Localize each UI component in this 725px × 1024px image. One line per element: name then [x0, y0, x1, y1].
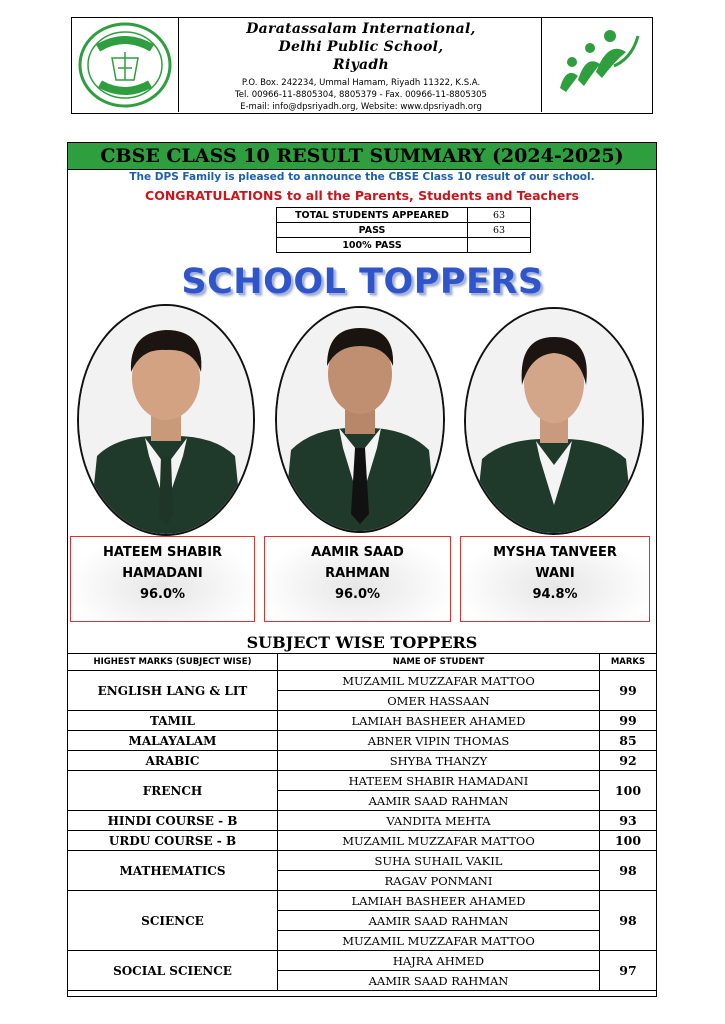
dps-logo	[72, 18, 179, 112]
student-name: MUZAMIL MUZZAFAR MATTOO	[278, 831, 600, 851]
topper-card-3	[460, 536, 650, 622]
subject-name: MATHEMATICS	[68, 851, 278, 891]
student-name: SHYBA THANZY	[278, 751, 600, 771]
topper-3-name-line2: WANI	[535, 566, 575, 581]
subject-marks: 99	[600, 671, 657, 711]
topper-2-score: 96.0%	[334, 587, 381, 602]
table-row	[68, 711, 657, 731]
subject-name: HINDI COURSE - B	[68, 811, 278, 831]
marks-column-header: MARKS	[600, 654, 657, 671]
pass-percent-label: 100% PASS	[277, 238, 468, 253]
school-name-line1: Daratassalam International,	[246, 21, 476, 37]
student-name: AAMIR SAAD RAHMAN	[278, 911, 600, 931]
subject-marks: 98	[600, 891, 657, 951]
student-name: ABNER VIPIN THOMAS	[278, 731, 600, 751]
subject-name: FRENCH	[68, 771, 278, 811]
table-header-row	[68, 654, 657, 671]
topper-2-name-line2: RAHMAN	[325, 566, 390, 581]
subject-marks: 100	[600, 771, 657, 811]
school-contact: E-mail: info@dpsriyadh.org, Website: www.dpsriyadh.org	[240, 102, 482, 112]
appeared-label: TOTAL STUDENTS APPEARED	[277, 208, 468, 223]
appeared-row	[277, 208, 531, 223]
student-name: MUZAMIL MUZZAFAR MATTOO	[278, 671, 600, 691]
student-name: LAMIAH BASHEER AHAMED	[278, 711, 600, 731]
subject-marks: 98	[600, 851, 657, 891]
topper-card-1	[70, 536, 255, 622]
topper-card-2	[264, 536, 451, 622]
student-portrait-icon	[79, 306, 253, 534]
table-row	[68, 851, 657, 871]
topper-photo-3	[464, 307, 644, 535]
student-column-header: NAME OF STUDENT	[278, 654, 600, 671]
subject-marks: 85	[600, 731, 657, 751]
pass-percent-row	[277, 238, 531, 253]
letterhead	[71, 17, 653, 114]
dps-emblem-icon	[72, 18, 178, 112]
subject-toppers-table	[67, 653, 657, 991]
table-row	[68, 731, 657, 751]
school-city: Riyadh	[333, 57, 389, 73]
children-logo-icon	[542, 18, 652, 112]
topper-3-score: 94.8%	[532, 587, 578, 602]
subject-name: ARABIC	[68, 751, 278, 771]
table-row	[68, 831, 657, 851]
student-portrait-icon	[277, 308, 443, 531]
student-name: HATEEM SHABIR HAMADANI	[278, 771, 600, 791]
student-name: AAMIR SAAD RAHMAN	[278, 971, 600, 991]
subject-marks: 100	[600, 831, 657, 851]
topper-1-score: 96.0%	[139, 587, 186, 602]
subject-name: MALAYALAM	[68, 731, 278, 751]
page-title: CBSE CLASS 10 RESULT SUMMARY (2024-2025)	[67, 142, 657, 170]
student-portrait-icon	[466, 309, 642, 533]
student-name: RAGAV PONMANI	[278, 871, 600, 891]
table-row	[68, 751, 657, 771]
subject-marks: 97	[600, 951, 657, 991]
pass-value: 63	[468, 223, 531, 238]
daratassalam-logo	[541, 18, 652, 112]
empty-cell	[468, 238, 531, 253]
student-name: HAJRA AHMED	[278, 951, 600, 971]
subject-name: URDU COURSE - B	[68, 831, 278, 851]
school-phone: Tel. 00966-11-8805304, 8805379 - Fax. 00966-11-8805305	[235, 90, 487, 100]
school-address: P.O. Box. 242234, Ummal Hamam, Riyadh 11322, K.S.A.	[241, 78, 481, 88]
subject-name: SCIENCE	[68, 891, 278, 951]
pass-label: PASS	[277, 223, 468, 238]
subject-column-header: HIGHEST MARKS (SUBJECT WISE)	[68, 654, 278, 671]
table-row	[68, 671, 657, 691]
subject-marks: 93	[600, 811, 657, 831]
topper-photo-1	[77, 304, 255, 536]
congratulations-text: CONGRATULATIONS to all the Parents, Students and Teachers	[145, 188, 579, 203]
school-details	[180, 18, 542, 112]
student-name: OMER HASSAAN	[278, 691, 600, 711]
table-row	[68, 951, 657, 971]
subject-toppers-body	[68, 671, 657, 991]
appeared-value: 63	[468, 208, 531, 223]
school-name-line2: Delhi Public School,	[278, 39, 444, 55]
summary-table	[276, 207, 531, 253]
table-row	[68, 891, 657, 911]
school-toppers-heading: SCHOOL TOPPERS	[181, 262, 544, 302]
subject-name: ENGLISH LANG & LIT	[68, 671, 278, 711]
student-name: LAMIAH BASHEER AHAMED	[278, 891, 600, 911]
subject-marks: 92	[600, 751, 657, 771]
announcement-text: The DPS Family is pleased to announce the CBSE Class 10 result of our school.	[129, 171, 595, 183]
topper-3-name-line1: MYSHA TANVEER	[493, 545, 617, 560]
student-name: VANDITA MEHTA	[278, 811, 600, 831]
subject-name: SOCIAL SCIENCE	[68, 951, 278, 991]
subject-marks: 99	[600, 711, 657, 731]
pass-row	[277, 223, 531, 238]
topper-2-name-line1: AAMIR SAAD	[311, 545, 404, 560]
topper-photo-2	[275, 306, 445, 533]
topper-1-name-line2: HAMADANI	[122, 566, 203, 581]
topper-1-name-line1: HATEEM SHABIR	[102, 545, 223, 560]
student-name: AAMIR SAAD RAHMAN	[278, 791, 600, 811]
subject-wise-toppers-heading: SUBJECT WISE TOPPERS	[246, 633, 478, 652]
table-row	[68, 811, 657, 831]
table-row	[68, 771, 657, 791]
student-name: SUHA SUHAIL VAKIL	[278, 851, 600, 871]
student-name: MUZAMIL MUZZAFAR MATTOO	[278, 931, 600, 951]
subject-name: TAMIL	[68, 711, 278, 731]
